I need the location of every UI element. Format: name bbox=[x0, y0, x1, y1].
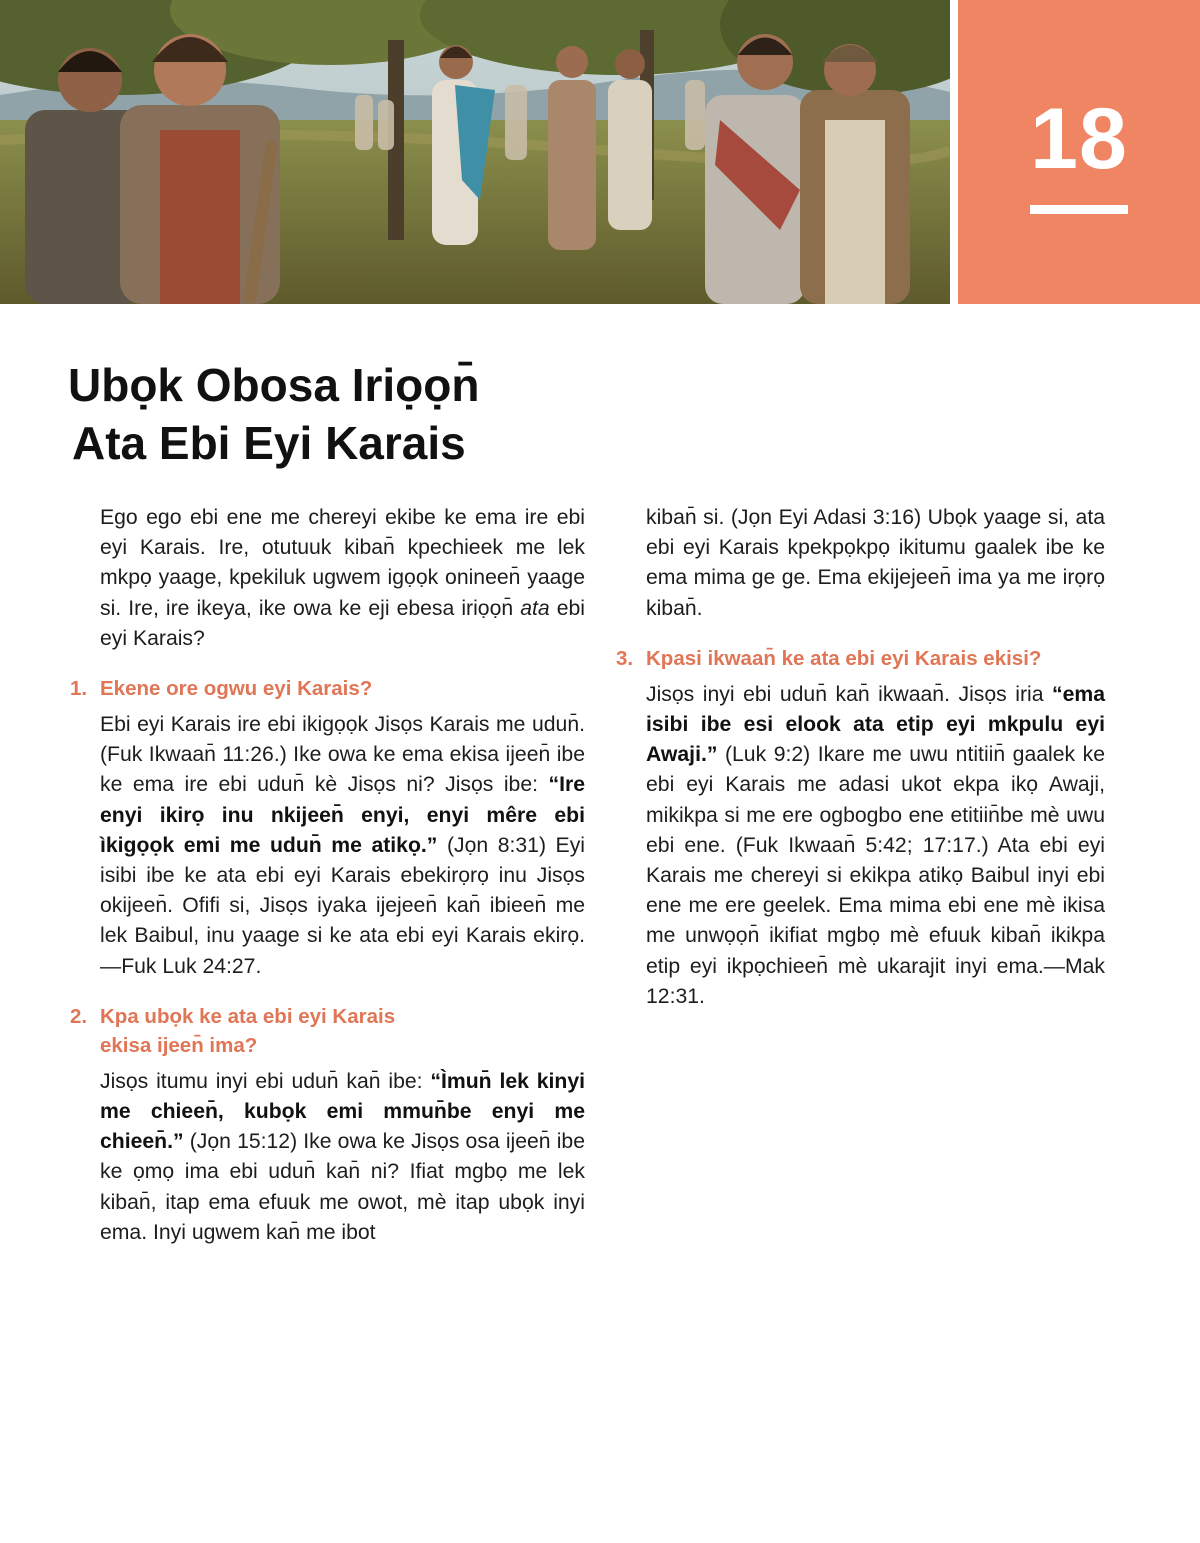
answer-1-paragraph bbox=[100, 710, 585, 982]
scripture-quote: “Ìmun̄ lek kinyi me chieen̄, kubọk emi mmun̄be enyi me chieen̄.” bbox=[100, 1069, 586, 1154]
question-2 bbox=[70, 1002, 430, 1060]
answer-text-continued: kiban̄ si. (Jọn Eyi Adasi 3:16) Ubọk yaage si, ata ebi eyi Karais kpekpọkpọ ikitumu gaalek ibe ke ema mima ge ge. Ema ekijejeen̄ ima ya me irọrọ kiban̄. bbox=[646, 506, 1105, 620]
question-text: Kpa ubọk ke ata ebi eyi Karais ekisa ijeen̄ ima? bbox=[100, 1004, 396, 1057]
question-text: Ekene ore ogwu eyi Karais? bbox=[100, 677, 373, 701]
page-title bbox=[68, 356, 768, 472]
answer-3-paragraph bbox=[646, 680, 1105, 1012]
right-column bbox=[616, 503, 1105, 1032]
question-1 bbox=[70, 674, 585, 703]
chapter-badge bbox=[958, 0, 1200, 304]
intro-paragraph bbox=[100, 503, 585, 654]
answer-text: Ebi eyi Karais ire ebi ikigọọk Jisọs Karais me udun̄. (Fuk Ikwaan̄ 11:26.) Ike owa ke ema ekisa ijeen̄ ibe ke ema ire ebi udun̄ kè Jisọs ni? Jisọs ibe: bbox=[100, 713, 585, 797]
answer-text-end: (Jọn 15:12) Ike owa ke Jisọs osa ijeen̄ ibe ke ọmọ ima ebi udun̄ kan̄ ni? Ifiat mgbọ me lek kiban̄, itap ema efuuk me owot, mè itap ubọk inyi ema. Inyi ugwem kan̄ me ibot bbox=[100, 1130, 585, 1244]
scripture-quote: “ema isibi ibe esi elook ata etip eyi mkpulu eyi Awaji.” bbox=[646, 682, 1105, 767]
question-3 bbox=[616, 644, 1105, 673]
answer-2-paragraph bbox=[100, 1067, 585, 1248]
intro-italic: ata bbox=[520, 596, 550, 620]
question-number: 2. bbox=[70, 1004, 88, 1028]
answer-text-end: (Jọn 8:31) Eyi isibi ibe ke ata ebi eyi Karais ebekirọrọ inu Jisọs okijeen̄. Ofifi si, Jisọs iyaka ijejeen̄ kan̄ ibieen̄ me lek Baibul, inu yaage si ke ata ebi eyi Karais ekirọ.—Fuk Luk 24:27. bbox=[100, 833, 585, 978]
intro-text-end: ebi eyi Karais? bbox=[100, 596, 585, 650]
page-title-line-2: Ata Ebi Eyi Karais bbox=[72, 417, 466, 469]
question-number: 1. bbox=[70, 677, 88, 701]
left-column bbox=[70, 503, 586, 1268]
chapter-number: 18 bbox=[1030, 91, 1128, 187]
illustration-disciples-walking bbox=[0, 0, 950, 304]
chapter-underline bbox=[1030, 205, 1128, 214]
answer-text: Jisọs inyi ebi udun̄ kan̄ ikwaan̄. Jisọs iria bbox=[646, 682, 1052, 706]
question-number: 3. bbox=[616, 646, 634, 670]
answer-2-continued bbox=[646, 503, 1105, 624]
question-text: Kpasi ikwaan̄ ke ata ebi eyi Karais ekisi? bbox=[646, 646, 1042, 670]
intro-text: Ego ego ebi ene me chereyi ekibe ke ema ire ebi eyi Karais. Ire, otutuuk kiban̄ kpechieek me lek mkpọ yaage, kpekiluk ugwem igọọk onineen̄ yaage si. Ire, ire ikeya, ike owa ke eji ebesa iriọọn̄ bbox=[100, 506, 585, 620]
header-photo bbox=[0, 0, 950, 304]
answer-text-end: (Luk 9:2) Ikare me uwu ntitiin̄ gaalek ke ebi eyi Karais me adasi ukot ekpa ikọ Awaji, mikikpa si me ere ogbogbo ene etitiin̄be mè uwu ebi ene. (Fuk Ikwaan̄ 5:42; 17:17.) Ata ebi eyi Karais me chereyi si ekikpa atikọ Baibul inyi ebi ene me ere geelek. Ema mima ebi ene mè ikisa me unwọọn̄ ikifiat mgbọ mè efuuk kiban̄ ikikpa etip eyi ikpọchieen̄ mè ukarajit inyi ema.—Mak 12:31. bbox=[646, 743, 1105, 1008]
page-title-line-1: Ubọk Obosa Iriọọn̄ bbox=[68, 359, 480, 411]
scripture-quote: “Ire enyi ikirọ inu nkijeen̄ enyi, enyi mêre ebi ìkigọọk emi me udun̄ me atikọ.” bbox=[100, 773, 585, 857]
answer-text: Jisọs itumu inyi ebi udun̄ kan̄ ibe: bbox=[100, 1069, 431, 1093]
